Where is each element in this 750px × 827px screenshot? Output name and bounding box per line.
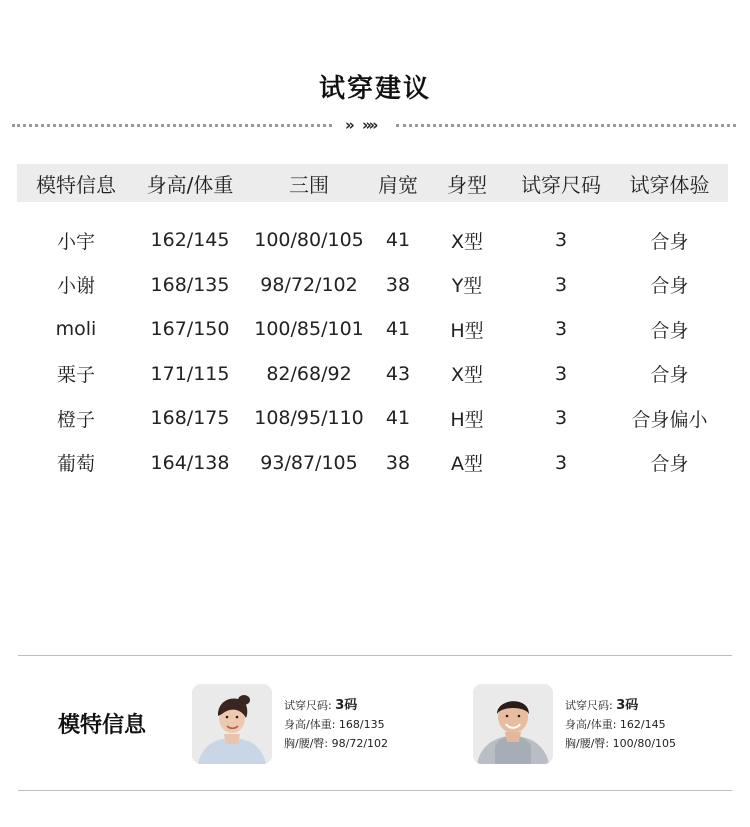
header-body-type: 身型	[447, 172, 487, 197]
cell-fit: 合身	[650, 230, 689, 253]
model-portrait-icon	[473, 684, 553, 764]
cell-model: moli	[55, 318, 97, 341]
cell-fit: 合身偏小	[631, 408, 708, 431]
measurements-label: 胸/腰/臀:	[284, 737, 329, 750]
cell-shoulder: 41	[385, 407, 411, 430]
header-height-weight: 身高/体重	[146, 172, 234, 197]
measurements-value: 98/72/102	[331, 737, 389, 750]
cell-size: 3	[554, 318, 568, 341]
cell-height-weight: 168/135	[150, 273, 230, 296]
dotted-line-left	[12, 124, 332, 127]
cell-body-type: A型	[451, 453, 483, 476]
height-weight-label: 身高/体重:	[284, 718, 336, 731]
height-weight-value: 162/145	[619, 718, 666, 731]
chevron-right-icon: »	[345, 116, 352, 134]
header-shoulder: 肩宽	[378, 172, 418, 197]
cell-height-weight: 167/150	[150, 318, 230, 341]
cell-size: 3	[554, 451, 568, 474]
cell-model: 小宇	[56, 230, 95, 253]
fit-table	[17, 164, 728, 485]
header-model: 模特信息	[36, 172, 116, 197]
cell-body-type: X型	[450, 364, 484, 387]
table-row	[17, 396, 728, 441]
header-measurements: 三围	[289, 172, 329, 197]
height-weight-value: 168/135	[338, 718, 385, 731]
header-size: 试穿尺码	[521, 172, 601, 197]
model-photo	[192, 684, 272, 764]
cell-height-weight: 171/115	[150, 362, 230, 385]
size-label: 试穿尺码:	[565, 699, 613, 712]
cell-shoulder: 38	[385, 451, 411, 474]
size-label: 试穿尺码:	[284, 699, 332, 712]
cell-height-weight: 164/138	[150, 451, 230, 474]
cell-model: 栗子	[56, 364, 95, 387]
height-weight-label: 身高/体重:	[565, 718, 617, 731]
cell-measurements: 100/80/105	[254, 229, 364, 252]
measurements-value: 100/80/105	[612, 737, 677, 750]
section-divider-bottom	[18, 790, 732, 791]
page-title: 试穿建议	[318, 74, 431, 104]
cell-shoulder: 41	[385, 229, 411, 252]
cell-shoulder: 38	[385, 273, 411, 296]
model-portrait-icon	[192, 684, 272, 764]
size-value: 3码	[335, 698, 358, 713]
table-header	[17, 164, 728, 202]
cell-model: 葡萄	[56, 453, 95, 476]
cell-measurements: 93/87/105	[260, 451, 358, 474]
double-chevron-right-icon: »»	[362, 116, 376, 134]
cell-height-weight: 168/175	[150, 407, 230, 430]
section-divider-top	[18, 655, 732, 656]
cell-size: 3	[554, 273, 568, 296]
cell-measurements: 98/72/102	[260, 273, 358, 296]
cell-shoulder: 41	[385, 318, 411, 341]
model-photo	[473, 684, 553, 764]
dotted-line-right	[396, 124, 736, 127]
cell-shoulder: 43	[385, 362, 411, 385]
cell-model: 橙子	[56, 408, 95, 431]
cell-body-type: X型	[450, 230, 484, 253]
model-info-title: 模特信息	[58, 713, 147, 738]
cell-size: 3	[554, 407, 568, 430]
cell-size: 3	[554, 229, 568, 252]
cell-body-type: Y型	[451, 275, 483, 298]
header-fit: 试穿体验	[629, 172, 710, 197]
dotted-divider	[12, 116, 736, 134]
cell-body-type: H型	[450, 408, 484, 431]
cell-height-weight: 162/145	[150, 229, 230, 252]
cell-fit: 合身	[650, 453, 689, 476]
table-row	[17, 218, 728, 263]
size-value: 3码	[616, 698, 639, 713]
cell-fit: 合身	[650, 319, 689, 342]
table-row	[17, 441, 728, 486]
cell-body-type: H型	[450, 319, 484, 342]
cell-measurements: 100/85/101	[254, 318, 364, 341]
cell-measurements: 82/68/92	[266, 362, 352, 385]
cell-fit: 合身	[650, 275, 689, 298]
cell-size: 3	[554, 362, 568, 385]
table-row	[17, 352, 728, 397]
cell-fit: 合身	[650, 364, 689, 387]
table-row	[17, 263, 728, 308]
cell-model: 小谢	[56, 275, 95, 298]
table-row	[17, 307, 728, 352]
measurements-label: 胸/腰/臀:	[565, 737, 610, 750]
cell-measurements: 108/95/110	[254, 407, 364, 430]
